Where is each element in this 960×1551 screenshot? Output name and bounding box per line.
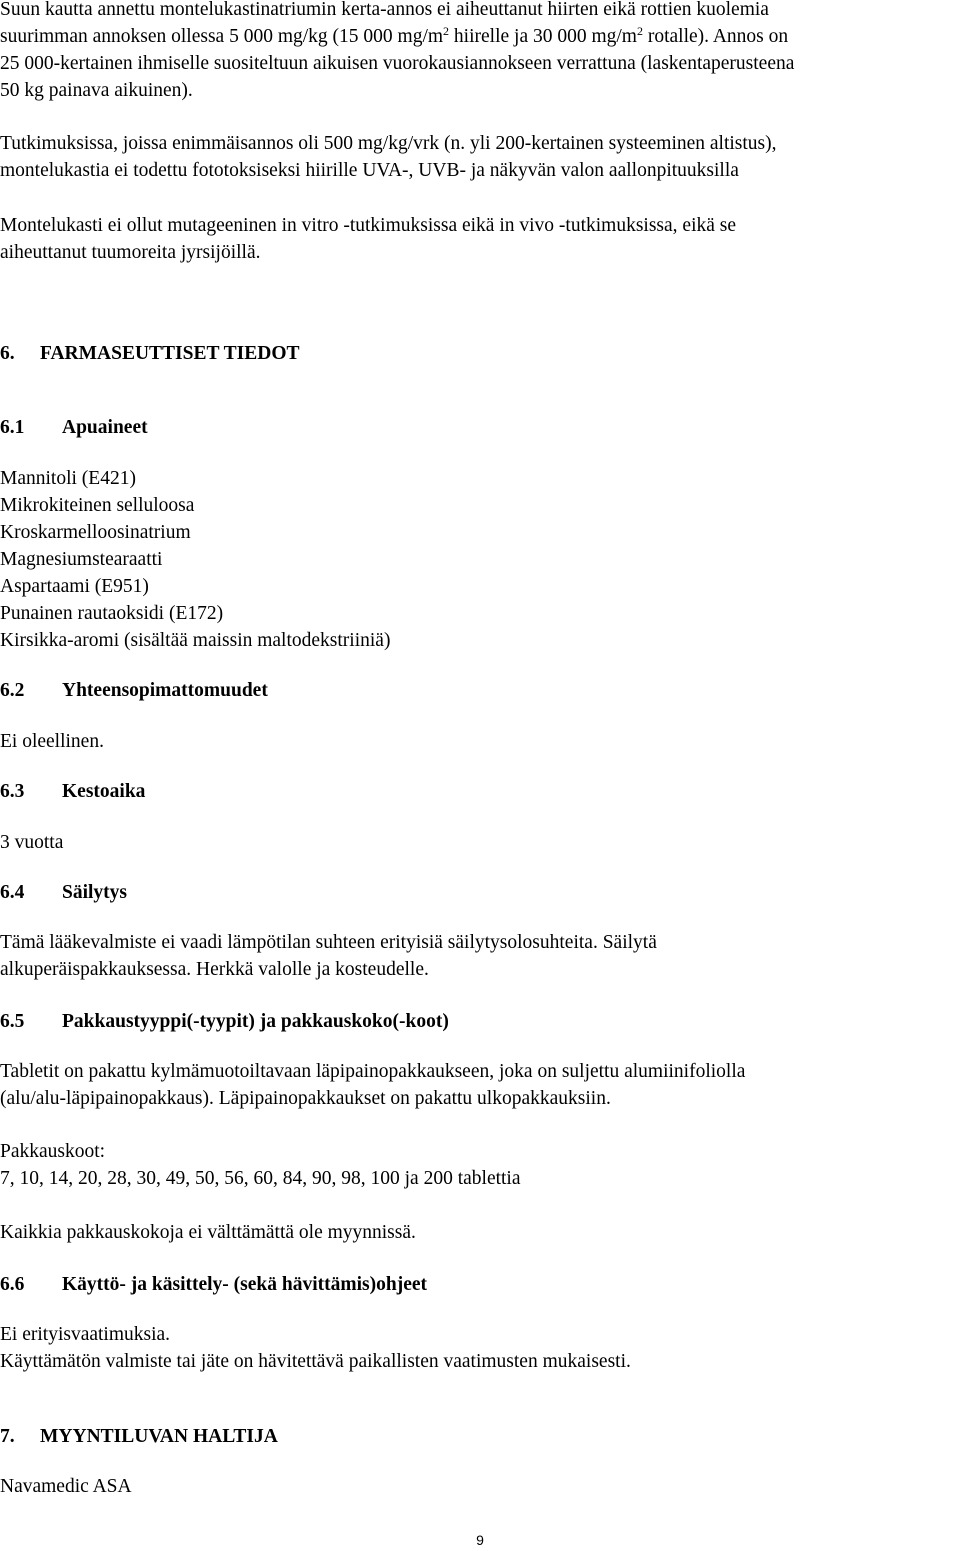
section-6-2-heading xyxy=(0,677,960,704)
toxicity-paragraph-2 xyxy=(0,130,960,184)
section-6-2-text xyxy=(0,728,960,755)
section-6-4-heading xyxy=(0,879,960,906)
text-line: Ei oleellinen. xyxy=(0,731,104,752)
section-title: Säilytys xyxy=(62,882,128,903)
text-line: Tutkimuksissa, joissa enimmäisannos oli 500 mg/kg/vrk (n. yli 200-kertainen systeeminen altistus), xyxy=(0,133,777,154)
list-item: Kroskarmelloosinatrium xyxy=(0,522,191,543)
section-6-heading xyxy=(0,340,960,367)
text-line: 3 vuotta xyxy=(0,832,64,853)
superscript: 2 xyxy=(636,24,643,38)
toxicity-paragraph-1 xyxy=(0,0,960,104)
section-number: 6. xyxy=(0,343,15,364)
section-number: 6.5 xyxy=(0,1011,25,1032)
section-6-5-packaging xyxy=(0,1058,960,1112)
text-line: Navamedic ASA xyxy=(0,1476,132,1497)
section-6-1-heading xyxy=(0,414,960,441)
section-title: Yhteensopimattomuudet xyxy=(62,680,268,701)
text-line: 25 000-kertainen ihmiselle suositeltuun aikuisen vuorokausiannokseen verrattuna (laskentaperusteena xyxy=(0,53,795,74)
section-6-3-text xyxy=(0,829,960,856)
text-line: montelukastia ei todettu fototoksiseksi hiirille UVA-, UVB- ja näkyvän valon aallonpituuksilla xyxy=(0,160,739,181)
excipient-list xyxy=(0,465,960,654)
section-7-heading xyxy=(0,1423,960,1450)
section-6-5-availability xyxy=(0,1219,960,1246)
section-title: FARMASEUTTISET TIEDOT xyxy=(40,343,300,364)
superscript: 2 xyxy=(443,24,450,38)
section-number: 6.1 xyxy=(0,417,25,438)
section-6-6-text xyxy=(0,1321,960,1375)
text-line xyxy=(0,23,960,50)
text-line: Montelukasti ei ollut mutageeninen in vitro -tutkimuksissa eikä in vivo -tutkimuksissa, eikä se xyxy=(0,215,737,236)
text-line: Tämä lääkevalmiste ei vaadi lämpötilan suhteen erityisiä säilytysolosuhteita. Säilytä xyxy=(0,932,657,953)
text-line: Pakkauskoot: xyxy=(0,1141,106,1162)
text-fragment: suurimman annoksen ollessa 5 000 mg/kg (15 000 mg/m xyxy=(0,26,444,47)
text-line: Kaikkia pakkauskokoja ei välttämättä ole myynnissä. xyxy=(0,1222,416,1243)
list-item: Mikrokiteinen selluloosa xyxy=(0,495,195,516)
section-number: 6.4 xyxy=(0,882,25,903)
section-number: 6.6 xyxy=(0,1274,25,1295)
section-6-4-text xyxy=(0,929,960,983)
section-6-5-pack-sizes xyxy=(0,1138,960,1192)
section-title: Kestoaika xyxy=(62,781,146,802)
text-line: Käyttämätön valmiste tai jäte on hävitettävä paikallisten vaatimusten mukaisesti. xyxy=(0,1351,631,1372)
text-line: 7, 10, 14, 20, 28, 30, 49, 50, 56, 60, 84, 90, 98, 100 ja 200 tablettia xyxy=(0,1168,521,1189)
section-number: 6.3 xyxy=(0,781,25,802)
section-7-text xyxy=(0,1473,960,1500)
text-line: Suun kautta annettu montelukastinatriumin kerta-annos ei aiheuttanut hiirten eikä rottien kuolemia xyxy=(0,0,769,20)
list-item: Kirsikka-aromi (sisältää maissin maltodekstriiniä) xyxy=(0,630,391,651)
section-title: Apuaineet xyxy=(62,417,148,438)
text-fragment: hiirelle ja 30 000 mg/m xyxy=(449,26,637,47)
list-item: Mannitoli (E421) xyxy=(0,468,136,489)
toxicity-paragraph-3 xyxy=(0,212,960,266)
section-6-3-heading xyxy=(0,778,960,805)
section-title: Käyttö- ja käsittely- (sekä hävittämis)ohjeet xyxy=(62,1274,428,1295)
text-line: Ei erityisvaatimuksia. xyxy=(0,1324,171,1345)
section-6-5-heading xyxy=(0,1008,960,1035)
list-item: Magnesiumstearaatti xyxy=(0,549,163,570)
text-line: (alu/alu-läpipainopakkaus). Läpipainopakkaukset on pakattu ulkopakkauksiin. xyxy=(0,1088,611,1109)
text-line: alkuperäispakkauksessa. Herkkä valolle ja kosteudelle. xyxy=(0,959,429,980)
text-line: aiheuttanut tuumoreita jyrsijöillä. xyxy=(0,242,261,263)
list-item: Aspartaami (E951) xyxy=(0,576,149,597)
section-6-6-heading xyxy=(0,1271,960,1298)
section-title: MYYNTILUVAN HALTIJA xyxy=(40,1426,278,1447)
list-item: Punainen rautaoksidi (E172) xyxy=(0,603,224,624)
section-number: 7. xyxy=(0,1426,15,1447)
text-line: Tabletit on pakattu kylmämuotoiltavaan läpipainopakkaukseen, joka on suljettu alumiinifoliolla xyxy=(0,1061,746,1082)
section-title: Pakkaustyyppi(-tyypit) ja pakkauskoko(-koot) xyxy=(62,1011,449,1032)
page-number: 9 xyxy=(476,1532,484,1548)
section-number: 6.2 xyxy=(0,680,25,701)
text-line: 50 kg painava aikuinen). xyxy=(0,80,193,101)
text-fragment: rotalle). Annos on xyxy=(642,26,789,47)
